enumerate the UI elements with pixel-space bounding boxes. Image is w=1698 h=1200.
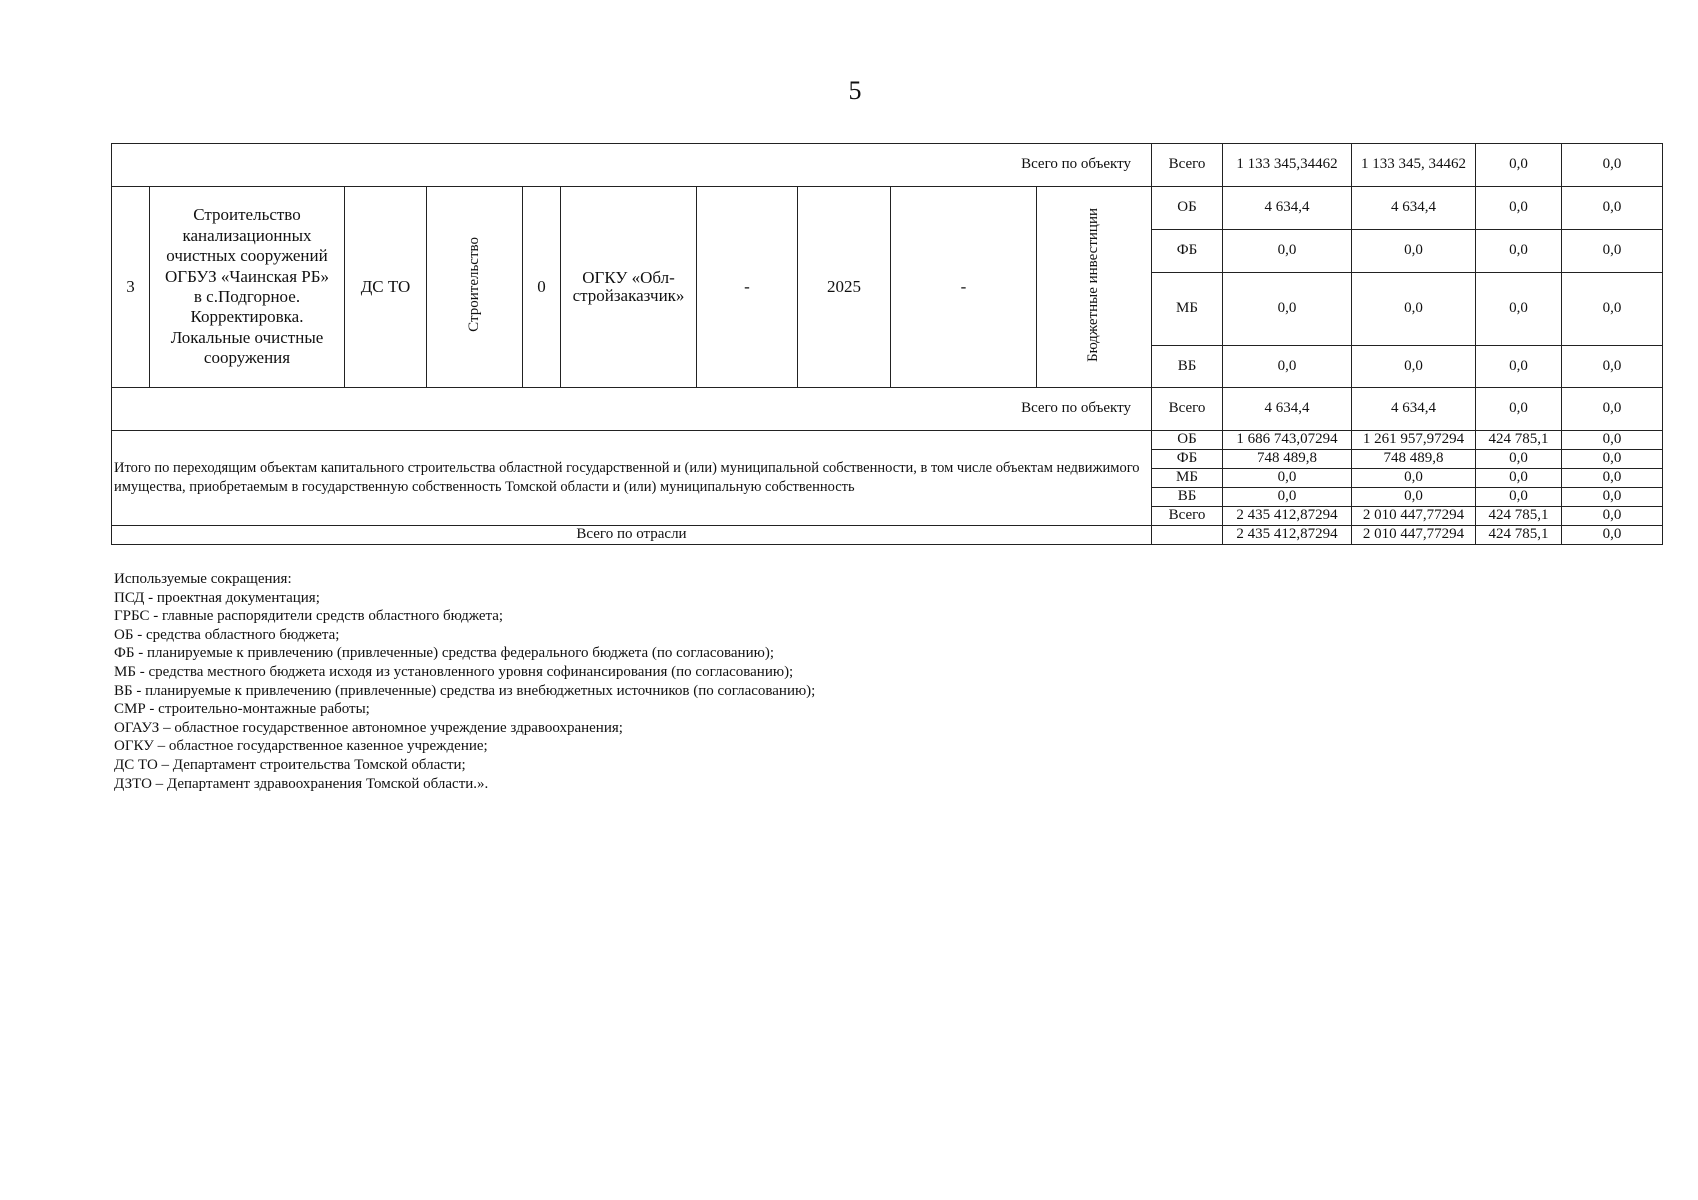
y2027-cell: 0,0: [1562, 388, 1663, 431]
total-cell: 0,0: [1223, 488, 1352, 507]
y2027-cell: 0,0: [1562, 507, 1663, 526]
abbreviation-item: ОГКУ – областное государственное казенное учреждение;: [114, 738, 488, 755]
y2025-cell: 0,0: [1352, 488, 1476, 507]
y2025-cell: 1 133 345, 34462: [1352, 144, 1476, 187]
y2027-cell: 0,0: [1562, 526, 1663, 545]
industry-total-row: [112, 526, 1663, 545]
y2026-cell: 0,0: [1476, 230, 1562, 273]
y2027-cell: 0,0: [1562, 488, 1663, 507]
total-label: Всего по объекту: [112, 144, 1152, 187]
cost-cell: -: [891, 187, 1037, 388]
industry-total-label: Всего по отрасли: [112, 526, 1152, 545]
y2027-cell: 0,0: [1562, 187, 1663, 230]
abbreviation-item: ДС ТО – Департамент строительства Томской области;: [114, 756, 466, 773]
abbreviation-item: ОГАУЗ – областное государственное автономное учреждение здравоохранения;: [114, 719, 623, 736]
total-cell: 1 686 743,07294: [1223, 431, 1352, 450]
source-cell: ВБ: [1152, 488, 1223, 507]
itogo-label: Итого по переходящим объектам капитального строительства областной государственной и (или) муниципальной собственности, в том числе объектам недвижимого имущества, приобретаемым в государственную собственность Томской области и (или) муниципальную собственность: [112, 431, 1152, 526]
itogo-row: [112, 431, 1663, 450]
abbreviation-item: СМР - строительно-монтажные работы;: [114, 701, 370, 718]
y2025-cell: 2 010 447,77294: [1352, 507, 1476, 526]
y2027-cell: 0,0: [1562, 144, 1663, 187]
y2025-cell: 4 634,4: [1352, 388, 1476, 431]
total-cell: 0,0: [1223, 230, 1352, 273]
source-cell: МБ: [1152, 273, 1223, 346]
y2026-cell: 0,0: [1476, 187, 1562, 230]
source-cell: Всего: [1152, 388, 1223, 431]
prev-object-total-row: [112, 144, 1663, 187]
object-name: Строительство канализационных очистных сооружений ОГБУЗ «Чаинская РБ» в с.Подгорное. Корректировка. Локальные очистные сооружения: [150, 187, 345, 388]
y2026-cell: 0,0: [1476, 488, 1562, 507]
y2027-cell: 0,0: [1562, 230, 1663, 273]
source-cell: ФБ: [1152, 230, 1223, 273]
y2025-cell: 0,0: [1352, 346, 1476, 388]
y2026-cell: 0,0: [1476, 469, 1562, 488]
abbreviation-item: ГРБС - главные распорядители средств областного бюджета;: [114, 608, 504, 625]
y2027-cell: 0,0: [1562, 450, 1663, 469]
total-cell: 0,0: [1223, 346, 1352, 388]
y2026-cell: 424 785,1: [1476, 507, 1562, 526]
total-label: Всего по объекту: [112, 388, 1152, 431]
abbreviation-item: ВБ - планируемые к привлечению (привлеченные) средства из внебюджетных источников (по согласованию);: [114, 682, 816, 699]
page-number: 5: [848, 76, 862, 105]
grbs-cell: ДС ТО: [345, 187, 427, 388]
source-cell: Всего: [1152, 144, 1223, 187]
abbreviation-item: МБ - средства местного бюджета исходя из установленного уровня софинансирования (по согласованию);: [114, 663, 794, 680]
total-cell: 2 435 412,87294: [1223, 526, 1352, 545]
y2027-cell: 0,0: [1562, 431, 1663, 450]
total-cell: 4 634,4: [1223, 187, 1352, 230]
y2025-cell: 0,0: [1352, 230, 1476, 273]
source-cell: [1152, 526, 1223, 545]
total-cell: 1 133 345,34462: [1223, 144, 1352, 187]
customer-cell: ОГКУ «Обл- стройзаказчик»: [561, 187, 697, 388]
source-cell: Всего: [1152, 507, 1223, 526]
y2025-cell: 748 489,8: [1352, 450, 1476, 469]
y2026-cell: 0,0: [1476, 450, 1562, 469]
source-cell: ФБ: [1152, 450, 1223, 469]
abbreviations-list: [114, 570, 815, 793]
y2026-cell: 0,0: [1476, 388, 1562, 431]
object-row: [112, 187, 1663, 230]
source-cell: ВБ: [1152, 346, 1223, 388]
total-cell: 0,0: [1223, 469, 1352, 488]
investment-type-cell: Бюджетные инвестиции: [1037, 187, 1152, 388]
y2025-cell: 4 634,4: [1352, 187, 1476, 230]
total-cell: 0,0: [1223, 273, 1352, 346]
y2027-cell: 0,0: [1562, 346, 1663, 388]
abbreviation-item: ДЗТО – Департамент здравоохранения Томской области.».: [114, 775, 489, 792]
abbreviations-heading: Используемые сокращения:: [114, 571, 292, 587]
work-type-cell: Строительство: [427, 187, 523, 388]
year-cell: 2025: [798, 187, 891, 388]
psd-cell: -: [697, 187, 798, 388]
y2026-cell: 424 785,1: [1476, 526, 1562, 545]
y2027-cell: 0,0: [1562, 469, 1663, 488]
y2026-cell: 0,0: [1476, 144, 1562, 187]
total-cell: 748 489,8: [1223, 450, 1352, 469]
total-cell: 4 634,4: [1223, 388, 1352, 431]
source-cell: МБ: [1152, 469, 1223, 488]
y2025-cell: 0,0: [1352, 273, 1476, 346]
y2026-cell: 424 785,1: [1476, 431, 1562, 450]
y2026-cell: 0,0: [1476, 273, 1562, 346]
capacity-cell: 0: [523, 187, 561, 388]
investment-table: [111, 143, 1663, 545]
y2025-cell: 2 010 447,77294: [1352, 526, 1476, 545]
abbreviation-item: ПСД - проектная документация;: [114, 589, 320, 606]
y2026-cell: 0,0: [1476, 346, 1562, 388]
source-cell: ОБ: [1152, 431, 1223, 450]
abbreviation-item: ФБ - планируемые к привлечению (привлеченные) средства федерального бюджета (по согласованию);: [114, 645, 774, 662]
total-cell: 2 435 412,87294: [1223, 507, 1352, 526]
source-cell: ОБ: [1152, 187, 1223, 230]
y2025-cell: 1 261 957,97294: [1352, 431, 1476, 450]
object-total-row: [112, 388, 1663, 431]
y2025-cell: 0,0: [1352, 469, 1476, 488]
y2027-cell: 0,0: [1562, 273, 1663, 346]
abbreviation-item: ОБ - средства областного бюджета;: [114, 626, 340, 643]
object-number: 3: [112, 187, 150, 388]
